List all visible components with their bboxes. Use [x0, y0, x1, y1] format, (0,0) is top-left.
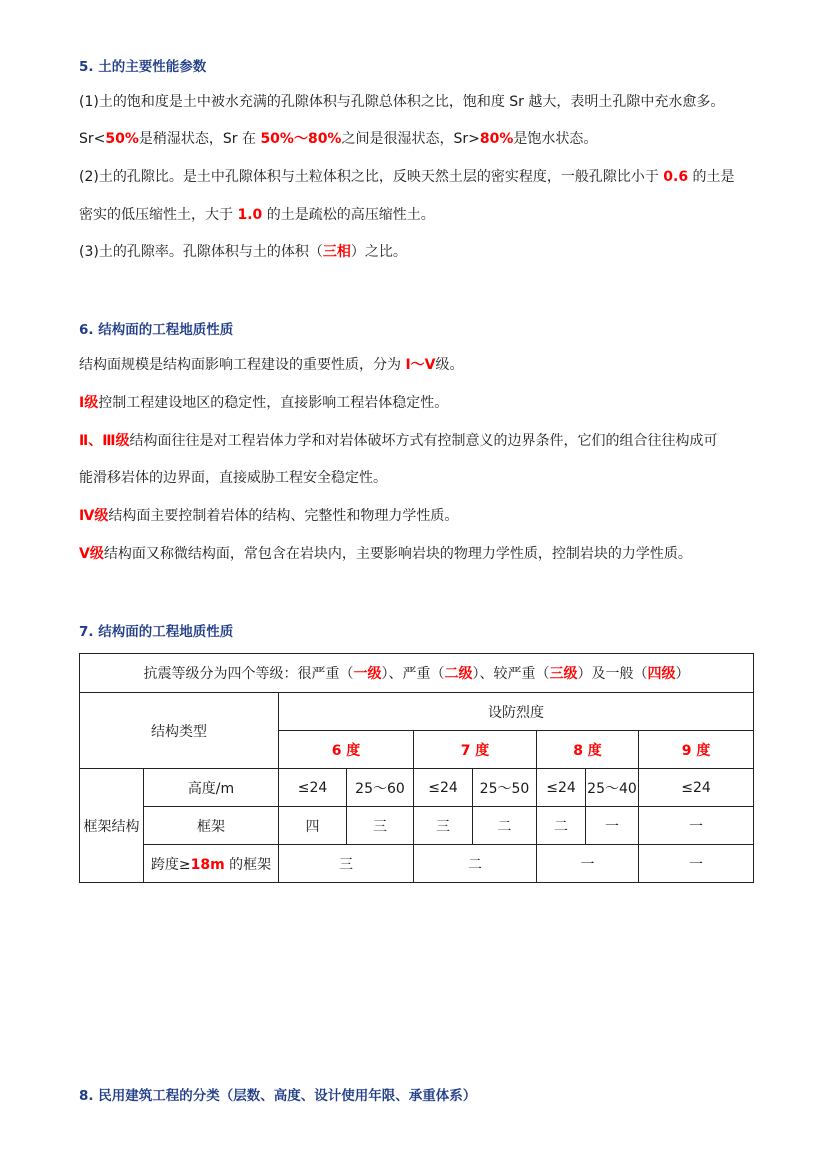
degree-7: 7 度: [414, 731, 537, 769]
table-row: [80, 807, 754, 845]
section-6-title: 6. 结构面的工程地质性质: [79, 322, 234, 338]
section-5-para-1: (1)土的饱和度是土中被水充满的孔隙体积与孔隙总体积之比，饱和度 Sr 越大，表明土孔隙中充水愈多。: [79, 94, 725, 110]
section-6-para-4: 能滑移岩体的边界面，直接威胁工程安全稳定性。: [79, 470, 387, 486]
table-cell: 四: [279, 807, 347, 845]
table-cell: 三: [347, 807, 414, 845]
section-7-title: 7. 结构面的工程地质性质: [79, 624, 234, 640]
table-cell: ≤24: [414, 769, 473, 807]
section-6-para-6: Ⅴ级结构面又称微结构面，常包含在岩块内，主要影响岩块的物理力学性质，控制岩块的力学性质。: [79, 546, 692, 562]
table-row: [80, 769, 754, 807]
struct-type-header: 结构类型: [80, 693, 279, 769]
seismic-grade-table: [79, 653, 754, 883]
table-row: [80, 845, 754, 883]
section-6-para-3: Ⅱ、Ⅲ级结构面往往是对工程岩体力学和对岩体破坏方式有控制意义的边界条件，它们的组合往往构成可: [79, 433, 718, 449]
table-cell: 25～60: [347, 769, 414, 807]
degree-8: 8 度: [537, 731, 639, 769]
table-cell: 一: [639, 807, 754, 845]
table-cell: 一: [639, 845, 754, 883]
degree-6: 6 度: [279, 731, 414, 769]
section-6-para-2: Ⅰ级控制工程建设地区的稳定性，直接影响工程岩体稳定性。: [79, 395, 449, 411]
frame-struct-label: 框架结构: [80, 769, 144, 883]
table-cell: 三: [414, 807, 473, 845]
table-cell: ≤24: [537, 769, 586, 807]
table-cell: 二: [473, 807, 537, 845]
table-cell: 三: [279, 845, 414, 883]
section-5-para-4: 密实的低压缩性土，大于 1.0 的土是疏松的高压缩性土。: [79, 207, 435, 223]
table-cell: ≤24: [639, 769, 754, 807]
degree-9: 9 度: [639, 731, 754, 769]
table-cell: 一: [537, 845, 639, 883]
section-5-title: 5. 土的主要性能参数: [79, 59, 207, 75]
table-caption-row: [80, 654, 754, 693]
section-5-para-5: (3)土的孔隙率。孔隙体积与土的体积（三相）之比。: [79, 244, 407, 260]
section-5-para-3: (2)土的孔隙比。是土中孔隙体积与土粒体积之比，反映天然土层的密实程度，一般孔隙比小于 0.6 的土是: [79, 169, 735, 185]
section-6-para-1: 结构面规模是结构面影响工程建设的重要性质，分为 Ⅰ～Ⅴ级。: [79, 357, 464, 373]
row-label-span: 跨度≥18m 的框架: [144, 845, 279, 883]
table-cell: 二: [414, 845, 537, 883]
row-label-height: 高度/m: [144, 769, 279, 807]
table-cell: ≤24: [279, 769, 347, 807]
intensity-header: 设防烈度: [279, 693, 754, 731]
table-caption: 抗震等级分为四个等级：很严重（一级）、严重（二级）、较严重（三级）及一般（四级）: [80, 654, 754, 693]
row-label-frame: 框架: [144, 807, 279, 845]
table-cell: 一: [586, 807, 639, 845]
section-8-title: 8. 民用建筑工程的分类（层数、高度、设计使用年限、承重体系）: [79, 1088, 477, 1104]
table-header-row: [80, 693, 754, 731]
table-cell: 25～40: [586, 769, 639, 807]
table-cell: 25～50: [473, 769, 537, 807]
section-5-para-2: Sr<50%是稍湿状态，Sr 在 50%～80%之间是很湿状态，Sr>80%是饱水状态。: [79, 131, 598, 147]
section-6-para-5: Ⅳ级结构面主要控制着岩体的结构、完整性和物理力学性质。: [79, 508, 459, 524]
table-cell: 二: [537, 807, 586, 845]
